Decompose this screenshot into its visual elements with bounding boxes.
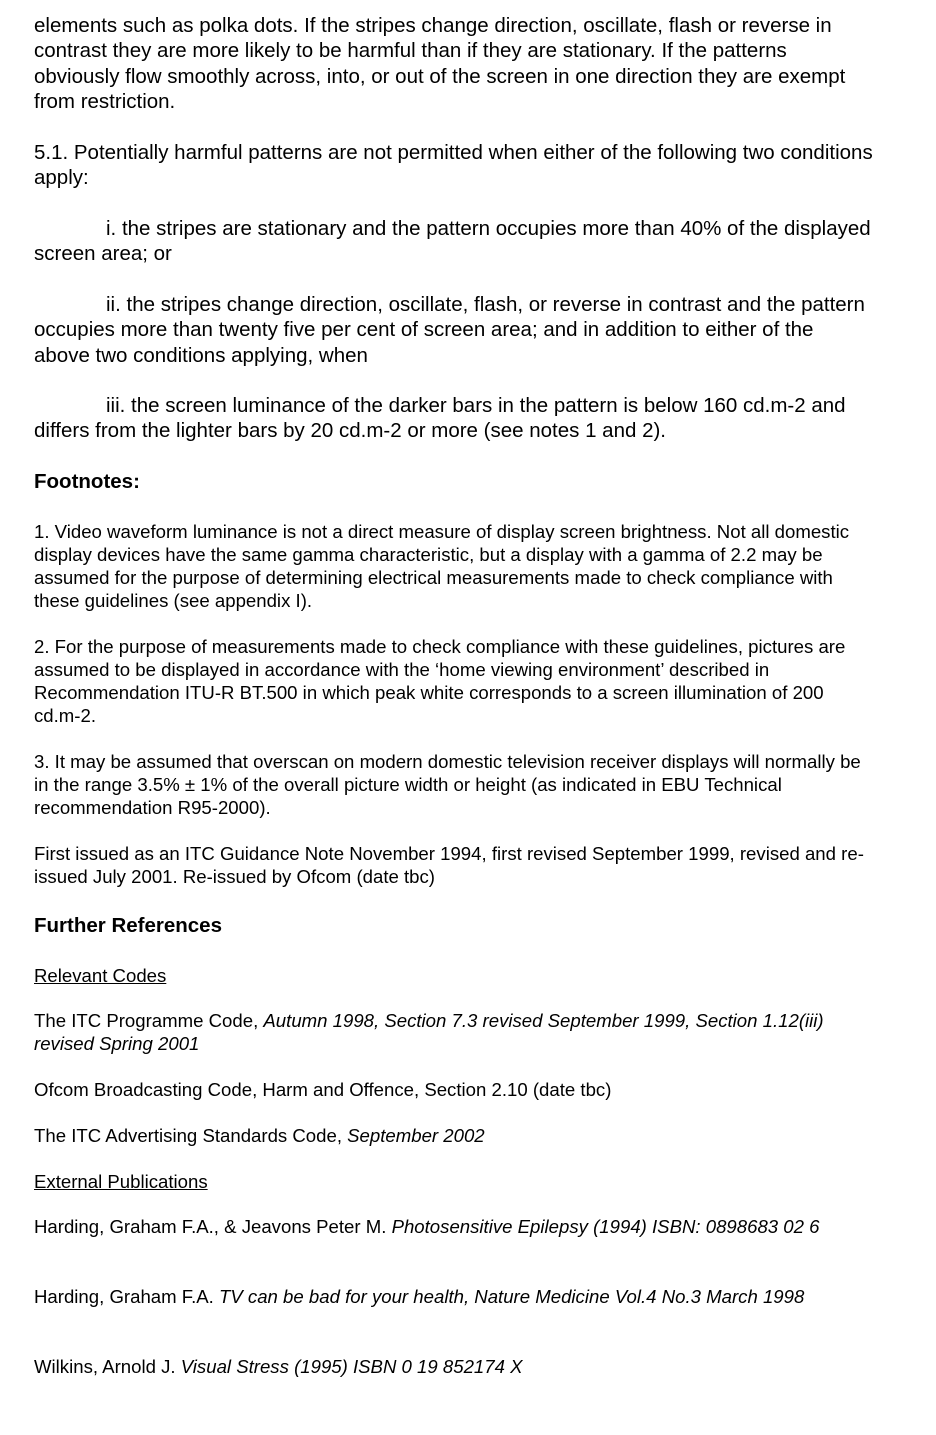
footnote-3: 3. It may be assumed that overscan on modern domestic television receiver displays will normally be in the range 3.5% ± 1% of the overall picture width or height (as indicated in EBU Technical recommendation R95-2000). [34, 751, 861, 818]
publication-2-plain: Harding, Graham F.A. [34, 1286, 219, 1307]
condition-ii: ii. the stripes change direction, oscillate, flash, or reverse in contrast and the pattern occupies more than twenty five per cent of screen area; and in addition to either of the above two conditions applying, when [34, 293, 865, 367]
reference-code-3-plain: The ITC Advertising Standards Code, [34, 1125, 348, 1146]
publication-2-italic: TV can be bad for your health, Nature Medicine Vol.4 No.3 March 1998 [218, 1286, 805, 1307]
external-publications-heading: External Publications [34, 1171, 208, 1192]
reference-code-3 [34, 1124, 874, 1147]
publication-1-plain: Harding, Graham F.A., & Jeavons Peter M. [34, 1216, 392, 1237]
section-5-1-paragraph: 5.1. Potentially harmful patterns are not permitted when either of the following two conditions apply: [34, 141, 873, 190]
publication-3-italic: Visual Stress (1995) ISBN 0 19 852174 X [180, 1356, 523, 1377]
publication-2 [34, 1285, 874, 1308]
publication-1-italic: Photosensitive Epilepsy (1994) ISBN: 0898683 02 6 [391, 1216, 820, 1237]
reference-code-2-plain: Ofcom Broadcasting Code, Harm and Offence, Section 2.10 (date tbc) [34, 1079, 612, 1100]
condition-i: i. the stripes are stationary and the pattern occupies more than 40% of the displayed screen area; or [34, 217, 871, 266]
footnote-2: 2. For the purpose of measurements made to check compliance with these guidelines, pictures are assumed to be displayed in accordance with the ‘home viewing environment’ described in Recommendation ITU-R BT.500 in which peak white corresponds to a screen illumination of 200 cd.m-2. [34, 636, 846, 726]
publication-1 [34, 1215, 874, 1238]
reference-code-1-plain: The ITC Programme Code, [34, 1010, 264, 1031]
footnotes-heading: Footnotes: [34, 470, 140, 493]
condition-iii: iii. the screen luminance of the darker bars in the pattern is below 160 cd.m-2 and differs from the lighter bars by 20 cd.m-2 or more (see notes 1 and 2). [34, 394, 846, 443]
footnote-1: 1. Video waveform luminance is not a direct measure of display screen brightness. Not all domestic display devices have the same gamma characteristic, but a display with a gamma of 2.2 may be assumed for the purpose of determining electrical measurements made to check compliance with these guidelines (see appendix I). [34, 521, 850, 611]
intro-paragraph: elements such as polka dots. If the stripes change direction, oscillate, flash or reverse in contrast they are more likely to be harmful than if they are stationary. If the patterns obviously flow smoothly across, into, or out of the screen in one direction they are exempt from restriction. [34, 14, 846, 113]
issue-history: First issued as an ITC Guidance Note November 1994, first revised September 1999, revised and re-issued July 2001. Re-issued by Ofcom (date tbc) [34, 843, 864, 887]
reference-code-1-italic: Autumn 1998, Section 7.3 revised September 1999, Section 1.12(iii) revised Spring 2001 [34, 1010, 824, 1054]
relevant-codes-heading: Relevant Codes [34, 965, 167, 986]
publication-3 [34, 1355, 874, 1378]
reference-code-1 [34, 1009, 874, 1055]
publication-3-plain: Wilkins, Arnold J. [34, 1356, 181, 1377]
further-references-heading: Further References [34, 914, 222, 937]
reference-code-3-italic: September 2002 [347, 1125, 485, 1146]
reference-code-2 [34, 1078, 874, 1101]
